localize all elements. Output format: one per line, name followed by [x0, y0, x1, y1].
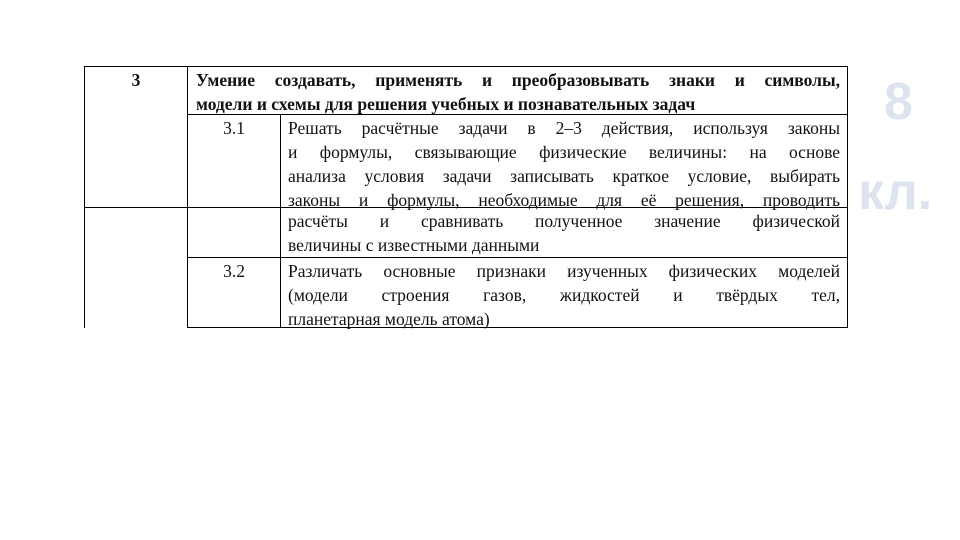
- section-title: [196, 68, 840, 116]
- item-text-continued: [288, 209, 840, 257]
- item-text: [288, 259, 840, 331]
- item-text-line: и формулы, связывающие физические величины: на основе: [288, 142, 840, 162]
- grade-suffix: кл.: [858, 163, 933, 221]
- row-divider-3-1-3-2: [187, 257, 848, 258]
- grade-number: 8: [884, 73, 913, 131]
- item-text-line: величины с известными данными: [288, 235, 540, 255]
- section-title-line: модели и схемы для решения учебных и познавательных задач: [196, 94, 696, 114]
- section-title-line: Умение создавать, применять и преобразовывать знаки и символы,: [196, 70, 840, 90]
- table-border-top: [84, 66, 848, 67]
- table-border-right: [847, 66, 848, 328]
- item-text-line: расчёты и сравнивать полученное значение физической: [288, 211, 840, 231]
- item-number: 3.1: [223, 118, 245, 138]
- column-divider-2: [280, 114, 281, 328]
- item-text-line: Различать основные признаки изученных физических моделей: [288, 261, 840, 281]
- item-text: [288, 116, 840, 212]
- item-number: 3.2: [223, 261, 245, 281]
- column-divider-1: [187, 66, 188, 328]
- item-text-line: (модели строения газов, жидкостей и твёрдых тел,: [288, 285, 840, 305]
- table-border-left: [84, 66, 85, 328]
- item-text-line: планетарная модель атома): [288, 309, 490, 329]
- item-text-line: анализа условия задачи записывать краткое условие, выбирать: [288, 166, 840, 186]
- section-number: 3: [131, 70, 141, 90]
- item-text-line: законы и формулы, необходимые для её решения, проводить: [288, 190, 840, 210]
- item-text-line: Решать расчётные задачи в 2–3 действия, используя законы: [288, 118, 840, 138]
